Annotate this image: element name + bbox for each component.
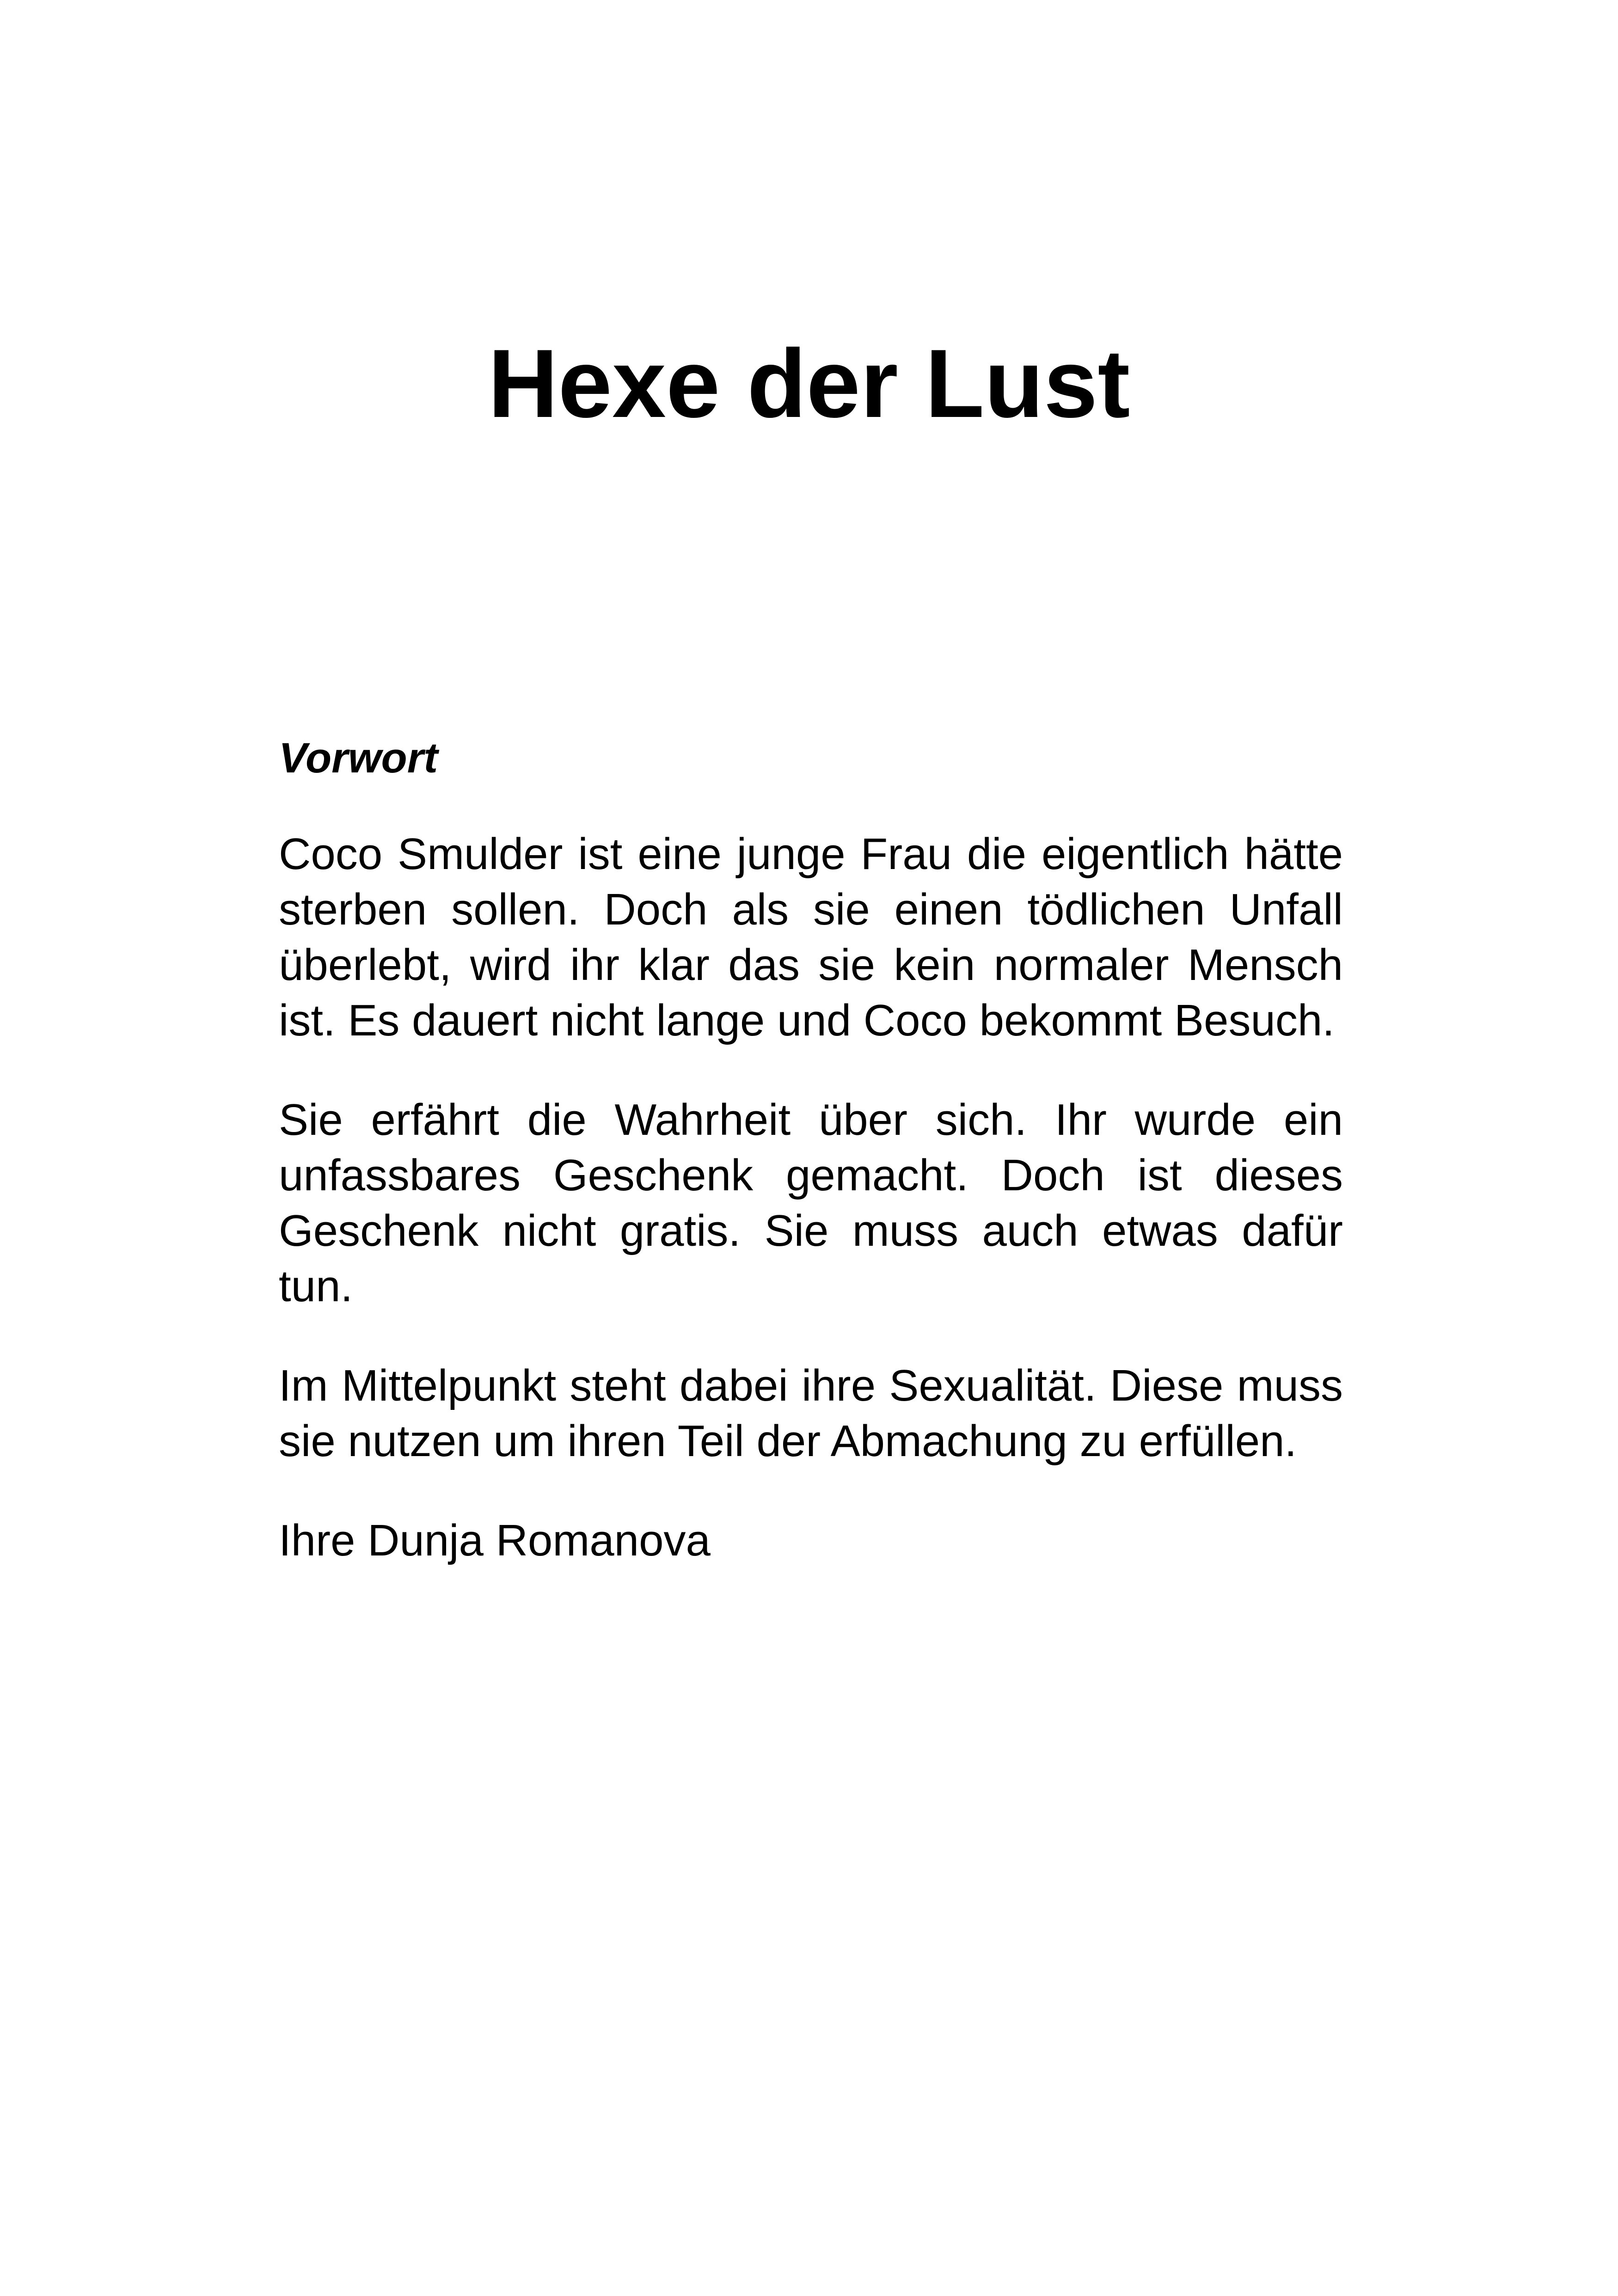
paragraph-1: Coco Smulder ist eine junge Frau die eigentlich hätte sterben sollen. Doch als sie einen tödlichen Unfall überlebt, wird ihr klar das sie kein normaler Mensch ist. Es dauert nicht lange und Coco bekommt Besuch. — [279, 829, 1343, 1045]
paragraph-2: Sie erfährt die Wahrheit über sich. Ihr wurde ein unfassbares Geschenk gemacht. Doch ist dieses Geschenk nicht gratis. Sie muss auch etwas dafür tun. — [279, 1095, 1343, 1311]
section-heading: Vorwort — [279, 735, 438, 782]
document-title: Hexe der Lust — [488, 329, 1130, 438]
signature: Ihre Dunja Romanova — [279, 1516, 711, 1565]
paragraph-3: Im Mittelpunkt steht dabei ihre Sexualität. Diese muss sie nutzen um ihren Teil der Abmachung zu erfüllen. — [279, 1361, 1343, 1466]
foreword-section — [279, 730, 1343, 1568]
